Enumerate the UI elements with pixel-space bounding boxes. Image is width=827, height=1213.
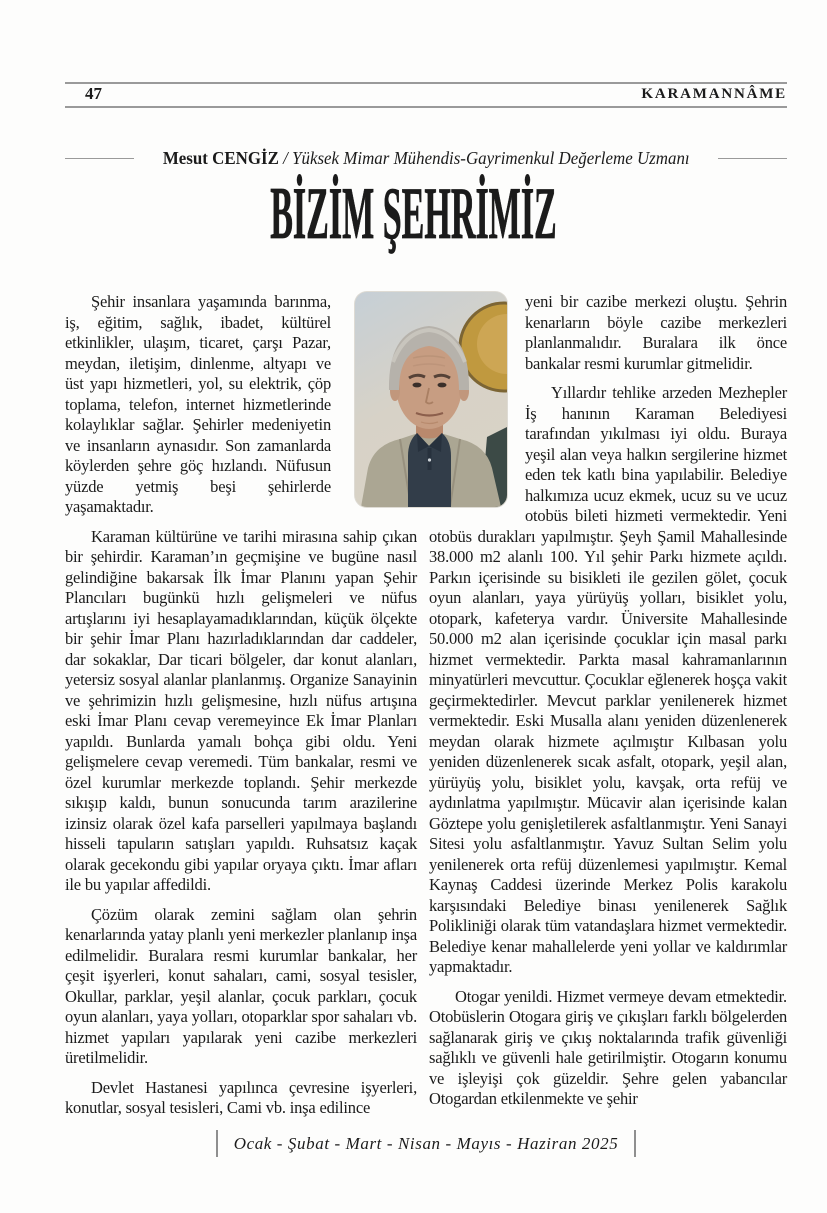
paragraph: Karaman kültürüne ve tarihi mirasına sahip çıkan bir şehirdir. Karaman’ın geçmişine ve bugüne nasıl gelindiğine bakarsak İlk İmar Planını yapan Şehir Plancıları bugünkü hızlı gelişmeleri ve nüfus artışlarını iyi hesaplayamadıklarından, küçük ölçekte bir şehir İmar Planı hazırladıklarından dar caddeler, dar sokaklar, Dar ticari bölgeler, dar konut alanları, yetersiz sosyal alanlar planlanmış. Organize Sanayinin ve şehrimizin hızlı gelişmesine, hızlı nüfus artışına eski İmar Planı cevap veremeyince Ek İmar Planları yapıldı. Bunlarda yamalı bohça gibi oldu. Yeni gelişmelere cevap veremedi. Tüm bankalar, resmi ve özel kurumlar merkezde toplandı. Şehir merkezde sıkışıp kaldı, bunun sonucunda tarım arazilerine izinsiz olarak özel kafa parselleri yapılmaya başlandı hisseli tapuların satışları yapıldı. Ruhsatsız kaçak olarak gecekondu gibi yapılar oryaya çıktı. İmar afları ile bu yapılar affedildi. xyxy=(65,526,417,894)
header-rule-top xyxy=(65,82,787,84)
byline-text xyxy=(163,148,690,169)
journal-title: KARAMANNÂME xyxy=(641,86,787,102)
byline xyxy=(65,148,787,169)
article-title: BİZİM ŞEHRİMİZ xyxy=(270,173,557,255)
page-number: 47 xyxy=(85,84,102,103)
author-photo xyxy=(355,292,507,507)
footer xyxy=(65,1130,787,1157)
footer-bar-right xyxy=(634,1130,636,1157)
paragraph: Yıllardır tehlike arzeden Mezhepler İş hanının Karaman Belediyesi tarafından yıkılması iyi oldu. Buraya yeşil alan veya halkın sergilerine hizmet eden tek katlı bina yapılabilir. Belediye halkımıza ucuz ekmek, ucuz su ve ucuz otobüs bileti hizmeti vermektedir. Yeni otobüs durakları yapılmıştır. Şeyh Şamil Mahallesinde 38.000 m2 alanlı 100. Yıl şehir Parkı hizmete açıldı. Parkın içerisinde su bisikleti ile gezilen gölet, çocuk oyun alanları, yaya yürüyüş yolları, bisiklet yolu, otopark, kafeterya vardır. Üniversite Mahallesinde 50.000 m2 alan içerisinde çocuklar için masal parkı hizmet vermektedir. Parkta masal kahramanlarının minyatürleri mevcuttur. Çocuklar eğlenerek hoşça vakit geçirmektedirler. Mevcut parklar yenilenerek hizmet vermektedir. Eski Musalla alanı yeniden düzenlenerek meydan olarak hizmete açılmıştır Kılbasan yolu yeniden düzenlenerek sıcak asfalt, otopark, yeşil alan, yürüyüş yolu, bisiklet yolu, kavşak, orta refüj ve aydınlatma yapılmıştır. Mücavir alan içerisinde kalan Göztepe yolu genişletilerek asfaltlanmıştır. Yeni Sanayi Sitesi yolu asfaltlanmıştır. Yavuz Sultan Selim yolu yenilenerek orta refüj düzenlemesi yapılmıştır. Kemal Kaynaş Caddesi üzerinde Merkez Polis karakolu karşısındaki Belediye binası yenilenerek Sağlık Polikliniği olarak tüm vatandaşlara hizmet vermektedir. Belediye kenar mahallelerde yeni yollar ve kaldırımlar yapmaktadır. xyxy=(429,383,787,976)
title-wrap xyxy=(0,173,827,255)
footer-issue-months: Ocak - Şubat - Mart - Nisan - Mayıs - Haziran 2025 xyxy=(233,1133,619,1153)
author-name: Mesut CENGİZ xyxy=(162,148,279,168)
paragraph: Çözüm olarak zemini sağlam olan şehrin kenarlarında yatay planlı yeni merkezler planlanıp inşa edilmelidir. Buralara resmi kurumlar bankalar, her çeşit işyerleri, konut sahaları, cami, sosyal tesisler, Okullar, parklar, yeşil alanlar, çocuk parkları, çocuk oyun alanları, yaya yolları, otoparklar spor sahaları vb. hizmet yapıları yapılarak yeni cazibe merkezleri üretilmelidir. xyxy=(65,904,417,1067)
byline-rule-right xyxy=(718,158,787,160)
paragraph: Otogar yenildi. Hizmet vermeye devam etmektedir. Otobüslerin Otogara giriş ve çıkışları farklı bölgelerden sağlanarak giriş ve çıkış noktalarında trafik güvenliği sağlıklı ve güvenli hale getirilmiştir. Otogarın konumu ve işleyişi çok güzeldir. Şehre gelen yabancılar Otogardan etkilenmekte ve şehir xyxy=(429,986,787,1108)
footer-bar-left xyxy=(216,1130,218,1157)
paragraph: Şehir insanlara yaşamında barınma, iş, eğitim, sağlık, ibadet, kültürel etkinlikler, ulaşım, ticaret, çarşı Pazar, meydan, iletişim, dinlenme, altyapı ve üst yapı hizmetleri, yol, su elektrik, çöp toplama, telefon, internet hizmetlerinde kolaylıklar sağlar. Şehirler medeniyetin ve insanların aynasıdır. Son zamanlarda köylerden şehre göç hızlandı. Nüfusun yüzde yetmiş beşi şehirlerde yaşamaktadır. xyxy=(65,292,331,516)
header-rule-bottom xyxy=(65,106,787,108)
byline-rule-left xyxy=(65,158,134,160)
paragraph: Devlet Hastanesi yapılınca çevresine işyerleri, konutlar, sosyal tesisleri, Cami vb. inşa edilince xyxy=(65,1077,417,1117)
author-photo-graphic xyxy=(355,292,507,507)
author-role: / Yüksek Mimar Mühendis-Gayrimenkul Değerleme Uzmanı xyxy=(282,148,690,168)
paragraph: yeni bir cazibe merkezi oluştu. Şehrin kenarların böyle cazibe merkezleri planlanmalıdır. Buralara ilk önce bankalar resmi kurumlar gitmelidir. xyxy=(525,292,787,373)
